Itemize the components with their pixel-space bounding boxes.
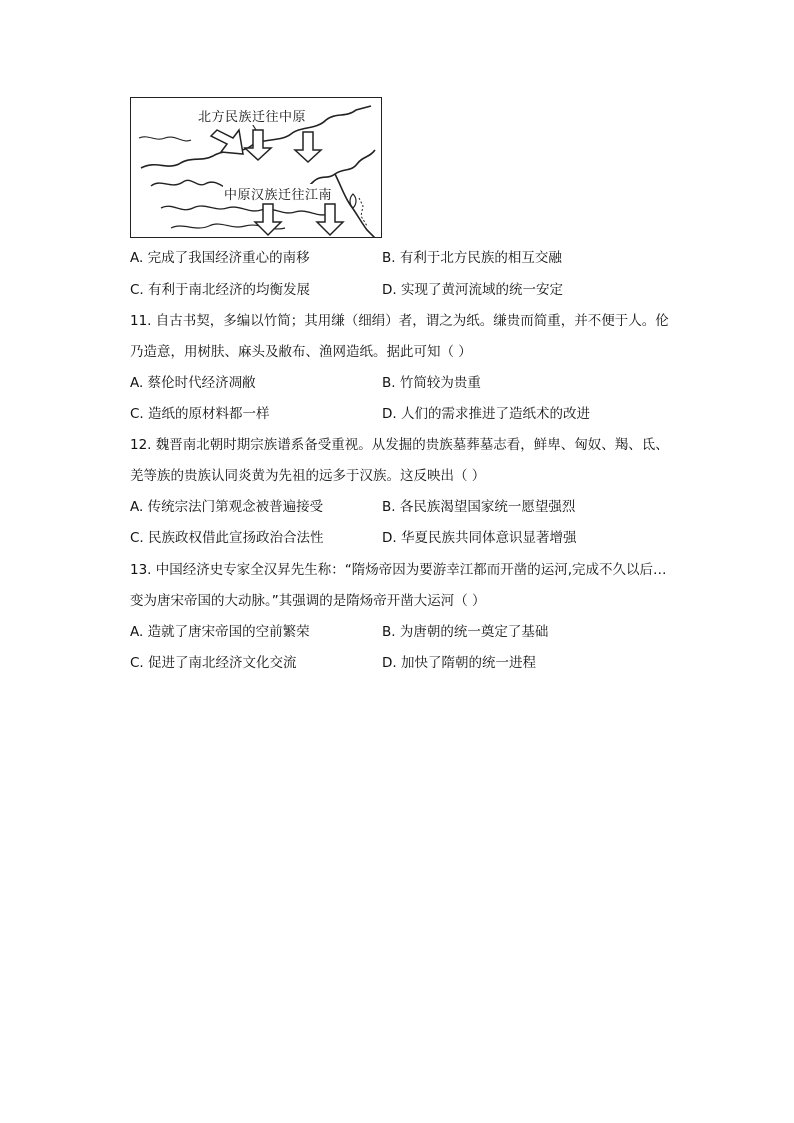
q13-option-b: B. 为唐朝的统一奠定了基础 bbox=[382, 624, 549, 640]
q12-option-b: B. 各民族渴望国家统一愿望强烈 bbox=[382, 499, 576, 515]
q12-option-c: C. 民族政权借此宣扬政治合法性 bbox=[130, 530, 324, 546]
q10-option-b: B. 有利于北方民族的相互交融 bbox=[382, 250, 562, 266]
q11-stem-line-2: 乃造意，用树肤、麻头及敝布、渔网造纸。据此可知（ ） bbox=[130, 344, 472, 360]
q13-option-a: A. 造就了唐宋帝国的空前繁荣 bbox=[130, 624, 310, 640]
q10-option-c: C. 有利于南北经济的均衡发展 bbox=[130, 282, 311, 298]
q13-option-d: D. 加快了隋朝的统一进程 bbox=[382, 655, 536, 671]
q12-stem-line-2: 羌等族的贵族认同炎黄为先祖的远多于汉族。这反映出（ ） bbox=[130, 468, 486, 484]
q11-stem-line-1: 11. 自古书契，多编以竹简；其用缣（细绢）者，谓之为纸。缣贵而简重，并不便于人。伦 bbox=[130, 313, 669, 329]
q13-stem-line-1: 13. 中国经济史专家全汉昇先生称：“隋炀帝因为要游幸江都而开凿的运河,完成不久以后… bbox=[130, 562, 667, 578]
q12-stem-line-1: 12. 魏晋南北朝时期宗族谱系备受重视。从发掘的贵族墓葬墓志看，鲜卑、匈奴、羯、氐、 bbox=[130, 437, 669, 453]
q11-option-a: A. 蔡伦时代经济凋敝 bbox=[130, 375, 256, 391]
q10-option-a: A. 完成了我国经济重心的南移 bbox=[130, 250, 310, 266]
q13-option-c: C. 促进了南北经济文化交流 bbox=[130, 655, 297, 671]
q12-option-d: D. 华夏民族共同体意识显著增强 bbox=[382, 530, 577, 546]
map-label-north-migration: 北方民族迁往中原 bbox=[197, 106, 307, 125]
q13-stem-line-2: 变为唐宋帝国的大动脉。”其强调的是隋炀帝开凿大运河（ ） bbox=[130, 593, 486, 609]
q10-option-d: D. 实现了黄河流域的统一安定 bbox=[382, 282, 563, 298]
map-label-south-migration: 中原汉族迁往江南 bbox=[223, 184, 333, 203]
migration-map-figure bbox=[130, 97, 382, 238]
q11-option-c: C. 造纸的原材料都一样 bbox=[130, 406, 270, 422]
q11-option-b: B. 竹简较为贵重 bbox=[382, 375, 481, 391]
q11-option-d: D. 人们的需求推进了造纸术的改进 bbox=[382, 406, 590, 422]
q12-option-a: A. 传统宗法门第观念被普遍接受 bbox=[130, 499, 324, 515]
